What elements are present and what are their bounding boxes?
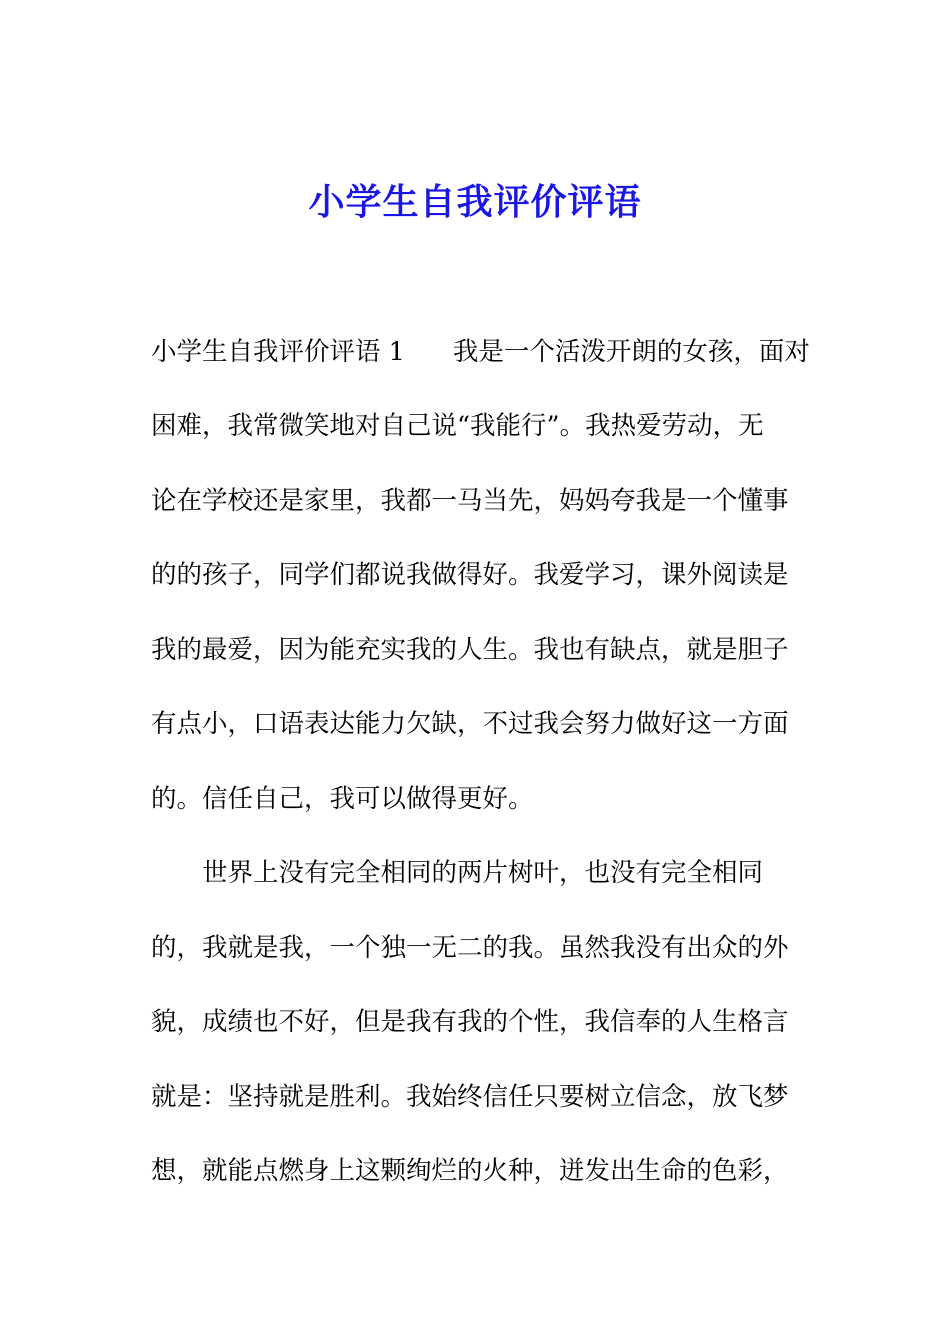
paragraph-line: 貌，成绩也不好，但是我有我的个性，我信奉的人生格言 (151, 1007, 789, 1037)
paragraph-line: 论在学校还是家里，我都一马当先，妈妈夸我是一个懂事 (151, 486, 789, 516)
paragraph-line: 的，我就是我，一个独一无二的我。虽然我没有出众的外 (151, 933, 789, 963)
section-heading: 小学生自我评价评语 1 (151, 337, 405, 367)
paragraph-line: 想，就能点燃身上这颗绚烂的火种，迸发出生命的色彩， (151, 1156, 789, 1186)
paragraph-text: 我是一个活泼开朗的女孩，面对 (452, 337, 810, 367)
document-title: 小学生自我评价评语 (308, 181, 642, 223)
paragraph-line (151, 322, 811, 382)
paragraph-line: 世界上没有完全相同的两片树叶，也没有完全相同 (202, 858, 764, 888)
paragraph-line: 困难，我常微笑地对自己说“我能行”。我热爱劳动，无 (151, 411, 764, 441)
paragraph-line: 就是：坚持就是胜利。我始终信任只要树立信念，放飞梦 (151, 1082, 789, 1112)
paragraph-line: 的的孩子，同学们都说我做得好。我爱学习，课外阅读是 (151, 560, 789, 590)
paragraph-line: 的。信任自己，我可以做得更好。 (151, 784, 534, 814)
paragraph-line: 我的最爱，因为能充实我的人生。我也有缺点，就是胆子 (151, 635, 789, 665)
paragraph-line: 有点小，口语表达能力欠缺，不过我会努力做好这一方面 (151, 709, 789, 739)
